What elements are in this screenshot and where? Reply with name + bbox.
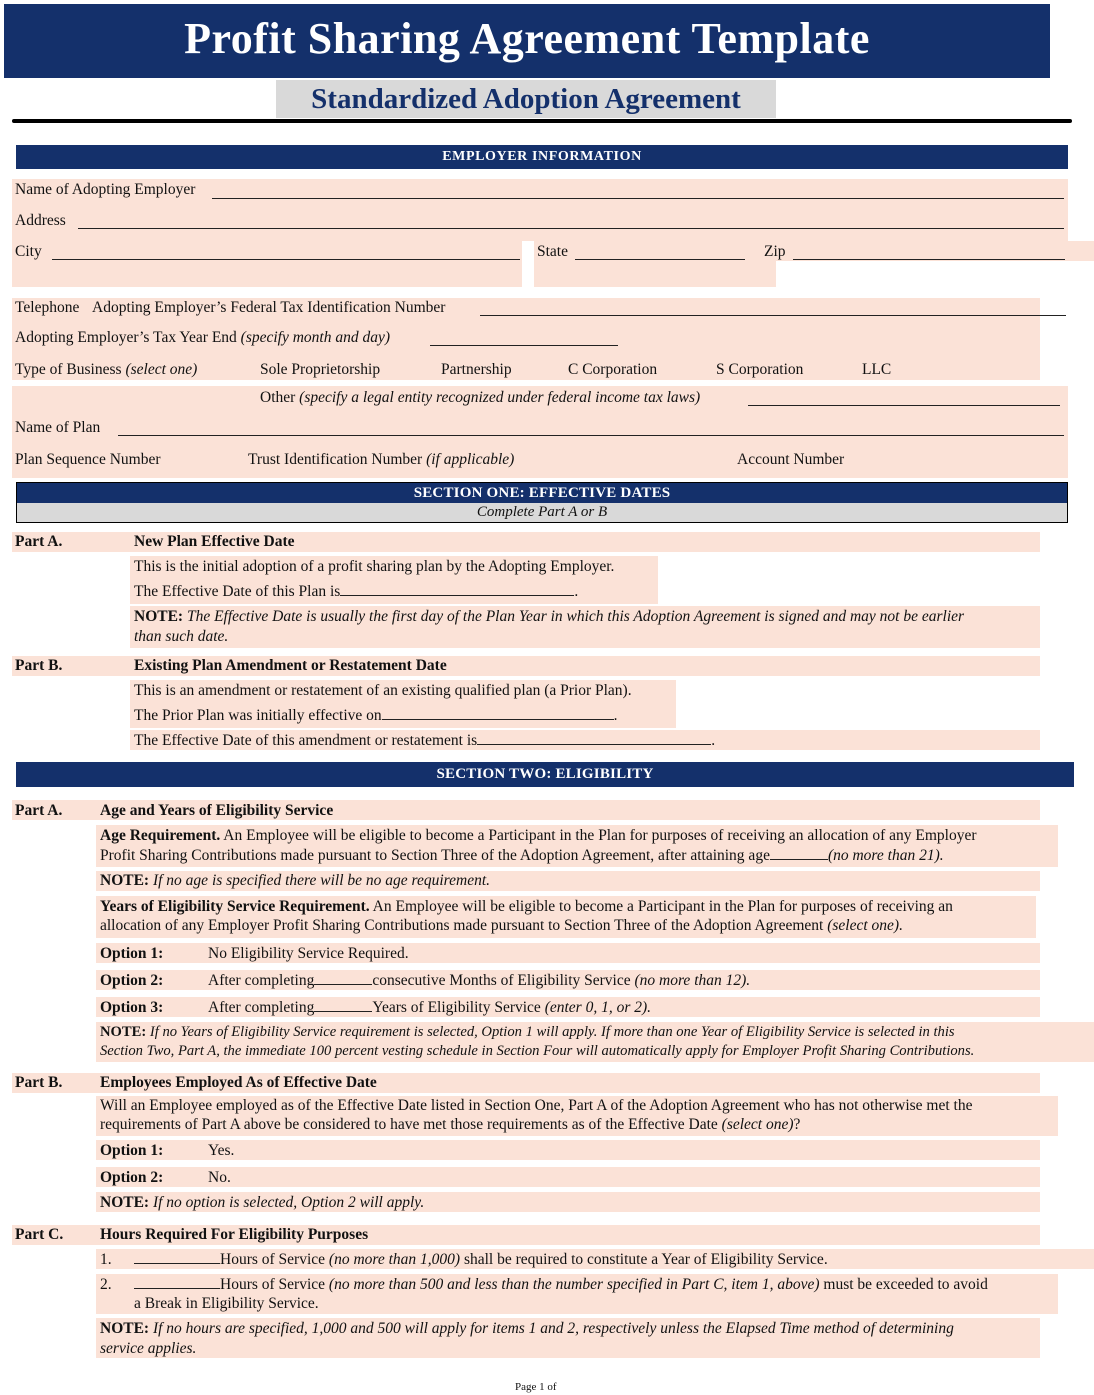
s2-c1-hours-field[interactable]: [134, 1263, 220, 1264]
account-number-label: Account Number: [737, 451, 845, 468]
section-subtitle-effective-dates: Complete Part A or B: [16, 503, 1068, 523]
s2-partB-opt2-text: No.: [208, 1169, 231, 1186]
section-header-effective-dates: SECTION ONE: EFFECTIVE DATES: [16, 482, 1068, 505]
s2-years-text-cont: allocation of any Employer Profit Sharing Contributions made pursuant to Section Three of the Adoption Agreement (select one).: [100, 917, 903, 934]
s2-age-text: Age Requirement. An Employee will be eligible to become a Participant in the Plan for purposes of receiving an allocation of any Employer: [100, 827, 977, 844]
trust-id-label: Trust Identification Number (if applicable): [248, 451, 515, 468]
s2-opt1-text: No Eligibility Service Required.: [208, 945, 409, 962]
s1-partB-line2: The Prior Plan was initially effective on .: [134, 707, 618, 724]
s1-partB-title: Existing Plan Amendment or Restatement Date: [134, 657, 447, 674]
s2-c1-text: Hours of Service (no more than 1,000) shall be required to constitute a Year of Eligibility Service.: [134, 1251, 828, 1269]
s1-partA-note: NOTE: The Effective Date is usually the first day of the Plan Year in which this Adoption Agreement is signed and may not be earlier: [134, 608, 965, 625]
page-title: Profit Sharing Agreement Template: [4, 4, 1050, 78]
s2-age-text-cont: Profit Sharing Contributions made pursuant to Section Three of the Adoption Agreement, after attaining age (no more than 21).: [100, 847, 944, 864]
s2-partC-note-cont: service applies.: [100, 1340, 197, 1357]
s2-partB-label: Part B.: [15, 1074, 63, 1091]
s2-partB-opt1-shade: [96, 1140, 1040, 1160]
zip-label: Zip: [764, 243, 786, 260]
s1-amendment-date-field[interactable]: [477, 744, 711, 745]
s2-opt3-label[interactable]: Option 3:: [100, 999, 164, 1016]
s1-effective-date-field[interactable]: [340, 595, 574, 596]
s2-partB-text-cont: requirements of Part A above be considered to have met those requirements as of the Effective Date (select one)?: [100, 1116, 801, 1133]
business-other-field[interactable]: [748, 405, 1060, 406]
business-option-partnership[interactable]: Partnership: [441, 361, 512, 378]
address-field[interactable]: [78, 228, 1064, 229]
s2-opt2-label[interactable]: Option 2:: [100, 972, 164, 989]
s2-opt1-label[interactable]: Option 1:: [100, 945, 164, 962]
s2-years-text: Years of Eligibility Service Requirement. An Employee will be eligible to become a Participant in the Plan for purposes of receiving an: [100, 898, 953, 915]
plan-name-field[interactable]: [118, 435, 1064, 436]
s2-c1-num: 1.: [100, 1251, 112, 1268]
s2-age-note: NOTE: If no age is specified there will be no age requirement.: [100, 872, 491, 889]
s1-prior-plan-date-field[interactable]: [382, 719, 614, 720]
s1-partB-line3: The Effective Date of this amendment or restatement is .: [134, 732, 716, 749]
page-subtitle: Standardized Adoption Agreement: [276, 80, 776, 118]
s1-partA-label: Part A.: [15, 533, 63, 550]
zip-field[interactable]: [793, 259, 1065, 260]
s2-partC-title: Hours Required For Eligibility Purposes: [100, 1226, 369, 1243]
s2-partB-opt1-text: Yes.: [208, 1142, 235, 1159]
s2-opt3-text: After completing Years of Eligibility Service (enter 0, 1, or 2).: [208, 999, 652, 1016]
section-header-eligibility: SECTION TWO: ELIGIBILITY: [16, 762, 1074, 787]
city-label: City: [15, 243, 42, 260]
tax-id-field[interactable]: [480, 315, 1066, 316]
address-label: Address: [15, 212, 66, 229]
s2-c2-text-cont: a Break in Eligibility Service.: [134, 1295, 319, 1312]
business-option-s-corp[interactable]: S Corporation: [716, 361, 804, 378]
s2-partA-label: Part A.: [15, 802, 63, 819]
s2-partB-note: NOTE: If no option is selected, Option 2 will apply.: [100, 1194, 425, 1211]
state-label: State: [537, 243, 568, 260]
business-option-llc[interactable]: LLC: [862, 361, 892, 378]
employer-name-label: Name of Adopting Employer: [15, 181, 196, 198]
employer-shade-state: [534, 241, 776, 287]
s1-partB-line1: This is an amendment or restatement of an existing qualified plan (a Prior Plan).: [134, 682, 632, 699]
s2-c2-text: Hours of Service (no more than 500 and less than the number specified in Part C, item 1, above) must be exceeded to avoid: [134, 1276, 988, 1294]
business-option-sole[interactable]: Sole Proprietorship: [260, 361, 381, 378]
s1-partA-note-cont: than such date.: [134, 628, 229, 645]
plan-sequence-label: Plan Sequence Number: [15, 451, 161, 468]
s2-partB-text: Will an Employee employed as of the Effective Date listed in Section One, Part A of the Adoption Agreement who has not otherwise met the: [100, 1097, 973, 1114]
title-divider: [12, 119, 1072, 123]
s1-partB-label: Part B.: [15, 657, 63, 674]
s2-partB-opt1-label[interactable]: Option 1:: [100, 1142, 164, 1159]
s1-partA-line2: The Effective Date of this Plan is .: [134, 583, 579, 600]
state-field[interactable]: [575, 259, 745, 260]
business-type-label: Type of Business (select one): [15, 361, 198, 378]
section-header-employer: EMPLOYER INFORMATION: [16, 145, 1068, 169]
telephone-label: Telephone: [15, 299, 80, 316]
s2-partB-title: Employees Employed As of Effective Date: [100, 1074, 377, 1091]
page-number: Page 1 of: [515, 1381, 557, 1393]
tax-year-label: Adopting Employer’s Tax Year End (specify month and day): [15, 329, 391, 346]
s2-age-field[interactable]: [770, 859, 828, 860]
tax-id-label: Adopting Employer’s Federal Tax Identification Number: [92, 299, 446, 316]
employer-shade-city: [12, 241, 522, 287]
s2-months-field[interactable]: [314, 984, 372, 985]
s2-partC-note: NOTE: If no hours are specified, 1,000 and 500 will apply for items 1 and 2, respectively unless the Elapsed Time method of determining: [100, 1320, 954, 1337]
s2-opt2-text: After completing consecutive Months of Eligibility Service (no more than 12).: [208, 972, 751, 989]
plan-name-label: Name of Plan: [15, 419, 101, 436]
s1-partA-line1: This is the initial adoption of a profit sharing plan by the Adopting Employer.: [134, 558, 615, 575]
business-option-c-corp[interactable]: C Corporation: [568, 361, 658, 378]
s2-partA-note: NOTE: If no Years of Eligibility Service requirement is selected, Option 1 will apply. If more than one Year of Eligibility Service is selected in this: [100, 1024, 955, 1040]
s2-partC-label: Part C.: [15, 1226, 64, 1243]
s2-partB-opt2-shade: [96, 1167, 1040, 1187]
s2-partB-opt2-label[interactable]: Option 2:: [100, 1169, 164, 1186]
employer-shade-zip: [758, 241, 1094, 261]
s2-years-field[interactable]: [314, 1011, 372, 1012]
city-field[interactable]: [52, 259, 520, 260]
employer-name-field[interactable]: [212, 198, 1064, 199]
s1-partA-title: New Plan Effective Date: [134, 533, 295, 550]
s2-c2-hours-field[interactable]: [134, 1288, 220, 1289]
s2-partA-note-cont: Section Two, Part A, the immediate 100 percent vesting schedule in Section Four will automatically apply for Employer Profit Sharing Contributions.: [100, 1043, 975, 1059]
business-other-label: Other (specify a legal entity recognized under federal income tax laws): [260, 389, 701, 406]
tax-year-field[interactable]: [430, 345, 618, 346]
s2-c2-num: 2.: [100, 1276, 112, 1293]
s2-partA-title: Age and Years of Eligibility Service: [100, 802, 334, 819]
